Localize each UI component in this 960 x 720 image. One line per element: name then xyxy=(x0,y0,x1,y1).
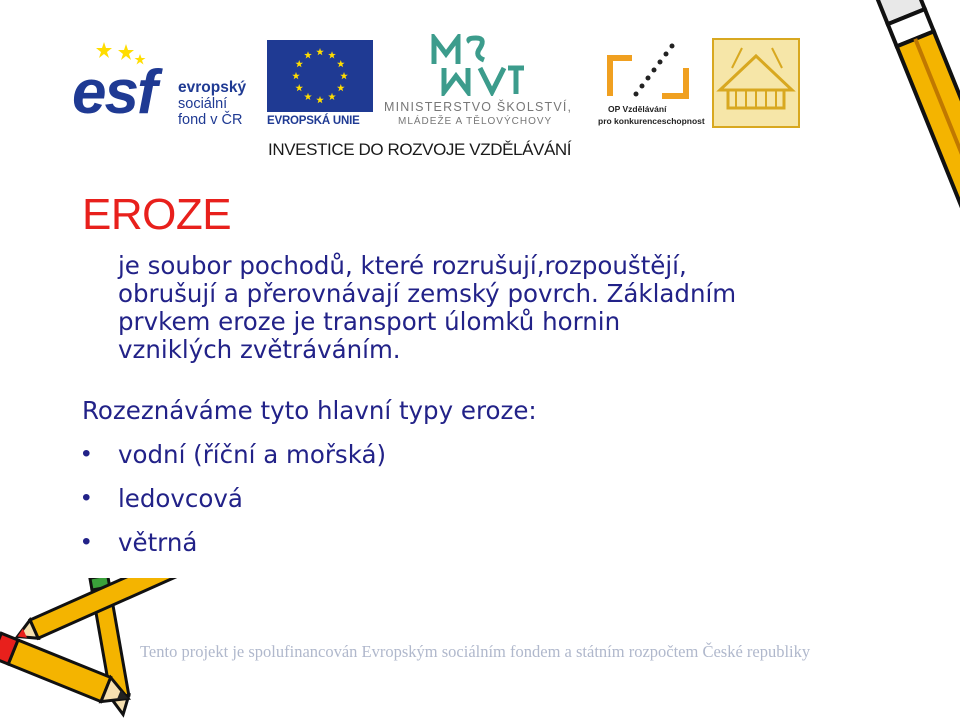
definition-line-1: je soubor pochodů, které rozrušují,rozpouštějí, xyxy=(118,251,687,280)
footer-text: Tento projekt je spolufinancován Evropským sociálním fondem a státním rozpočtem České republiky xyxy=(140,642,811,661)
definition-text xyxy=(118,252,878,364)
msmt-line2: MLÁDEŽE A TĚLOVÝCHOVY xyxy=(398,116,553,127)
eu-logo xyxy=(267,40,373,130)
bullet-icon: • xyxy=(82,484,91,511)
slide-title: EROZE xyxy=(82,190,232,239)
op-line2: pro konkurenceschopnost xyxy=(598,116,705,126)
definition-line-2: obrušují a přerovnávají zemský povrch. Základním xyxy=(118,279,737,308)
esf-line2: sociální xyxy=(178,96,228,112)
esf-letters: esf xyxy=(72,58,156,127)
tagline: INVESTICE DO ROZVOJE VZDĚLÁVÁNÍ xyxy=(268,140,572,159)
list-item-text: vodní (říční a mořská) xyxy=(118,440,387,469)
op-logo xyxy=(598,38,704,132)
pencils-icon xyxy=(0,578,200,720)
list-item-text: větrná xyxy=(118,528,198,557)
op-vzdelavani-logo-icon xyxy=(602,38,690,100)
esf-line3: fond v ČR xyxy=(178,112,243,128)
types-intro: Rozeznáváme tyto hlavní typy eroze: xyxy=(82,396,537,425)
msmt-line1: MINISTERSTVO ŠKOLSTVÍ, xyxy=(384,100,573,114)
esf-line1: evropský xyxy=(178,79,247,96)
bullet-icon: • xyxy=(82,528,91,555)
op-line1: OP Vzdělávání xyxy=(608,104,667,114)
esf-logo xyxy=(72,40,260,130)
esf-text xyxy=(178,80,246,128)
bullet-icon: • xyxy=(82,440,91,467)
zs-logo xyxy=(712,38,800,128)
zs-zelatovska-logo-icon xyxy=(712,38,800,128)
definition-line-3: prvkem eroze je transport úlomků hornin xyxy=(118,307,621,336)
msmt-logo-icon xyxy=(430,34,526,96)
eu-flag-icon xyxy=(267,40,373,112)
list-item-text: ledovcová xyxy=(118,484,243,513)
eu-label: EVROPSKÁ UNIE xyxy=(267,115,360,127)
msmt-logo xyxy=(384,34,584,130)
pencil-icon xyxy=(808,0,960,720)
definition-line-4: vzniklých zvětráváním. xyxy=(118,335,401,364)
